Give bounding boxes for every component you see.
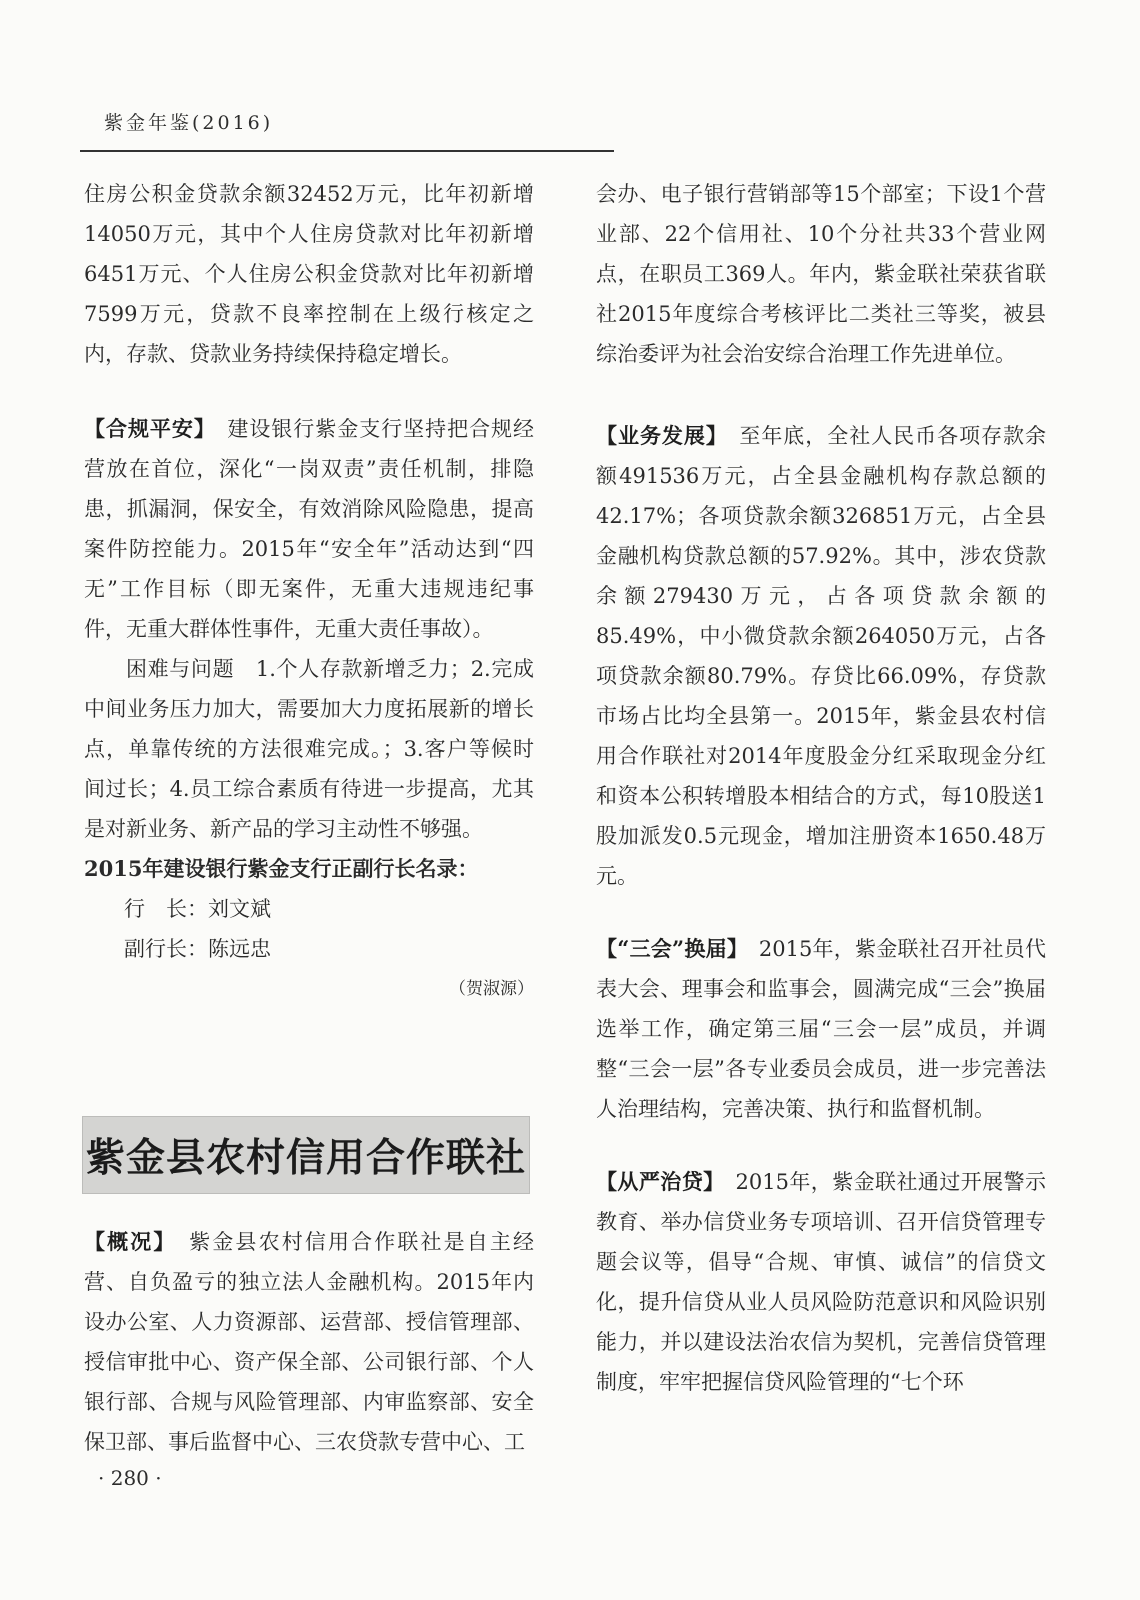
header-rule — [80, 150, 614, 152]
running-header: 紫金年鉴(2016) — [104, 112, 274, 134]
section-title-box — [82, 1116, 530, 1194]
compliance-tag: 【合规平安】 — [84, 416, 206, 441]
credit-tag: 【从严治贷】 — [596, 1169, 715, 1194]
author-signature: （贺淑源） — [449, 979, 534, 999]
paragraph-compliance — [84, 409, 534, 649]
paragraph-housing-loans: 住房公积金贷款余额32452万元，比年初新增14050万元，其中个人住房贷款对比年初新增6451万元、个人住房公积金贷款对比年初新增7599万元，贷款不良率控制在上级行核定之内，存款、贷款业务持续保持稳定增长。 — [84, 182, 534, 366]
election-tag: 【“三会”换届】 — [596, 936, 738, 961]
credit-text: 2015年，紫金联社通过开展警示教育、举办信贷业务专项培训、召开信贷管理专题会议等，倡导“合规、审慎、诚信”的信贷文化，提升信贷从业人员风险防范意识和风险识别能力，并以建设法治农信为契机，完善信贷管理制度，牢牢把握信贷风险管理的“七个环 — [596, 1170, 1047, 1394]
section-title: 紫金县农村信用合作联社 — [85, 1136, 526, 1181]
paragraph-departments: 会办、电子银行营销部等15个部室；下设1个营业部、22个信用社、10个分社共33个营业网点，在职员工369人。年内，紫金联社荣获省联社2015年度综合考核评比二类社三等奖，被县综治委评为社会治安综合治理工作先进单位。 — [596, 182, 1046, 366]
paragraph-business — [596, 416, 1046, 896]
leaders-list-title: 2015年建设银行紫金支行正副行长名录： — [84, 856, 479, 881]
right-column — [596, 174, 1046, 1402]
business-tag: 【业务发展】 — [596, 423, 718, 448]
overview-text: 紫金县农村信用合作联社是自主经营、自负盈亏的独立法人金融机构。2015年内设办公室、人力资源部、运营部、授信管理部、授信审批中心、资产保全部、公司银行部、个人银行部、合规与风险管理部、内审监察部、安全保卫部、事后监督中心、三农贷款专营中心、工 — [84, 1230, 535, 1454]
paragraph-overview — [84, 1222, 534, 1462]
leader-director: 行 长：刘文斌 — [124, 897, 271, 921]
business-text: 至年底，全社人民币各项存款余额491536万元，占全县金融机构存款总额的42.17%；各项贷款余额326851万元，占全县金融机构贷款总额的57.92%。其中，涉农贷款余额279430万元，占各项贷款余额的85.49%，中小微贷款余额264050万元，占各项贷款余额80.79%。存贷比66.09%，存贷款市场占比均全县第一。2015年，紫金县农村信用合作联社对2014年度股金分红采取现金分红和资本公积转增股本相结合的方式，每10股送1股加派发0.5元现金，增加注册资本1650.48万元。 — [596, 424, 1047, 888]
paragraph-election — [596, 929, 1046, 1129]
difficulties-label: 困难与问题 — [126, 657, 235, 681]
overview-tag: 【概况】 — [84, 1229, 167, 1254]
left-column-upper — [84, 174, 534, 1009]
election-text: 2015年，紫金联社召开社员代表大会、理事会和监事会，圆满完成“三会”换届选举工作，确定第三届“三会一层”成员，并调整“三会一层”各专业委员会成员，进一步完善法人治理结构，完善决策、执行和监督机制。 — [596, 937, 1046, 1121]
compliance-text: 建设银行紫金支行坚持把合规经营放在首位，深化“一岗双责”责任机制，排隐患，抓漏洞，保安全，有效消除风险隐患，提高案件防控能力。2015年“安全年”活动达到“四无”工作目标（即无案件，无重大违规违纪事件，无重大群体性事件，无重大责任事故）。 — [84, 417, 535, 641]
paragraph-credit — [596, 1162, 1046, 1402]
paragraph-difficulties — [84, 649, 534, 849]
page-number: · 280 · — [98, 1466, 162, 1490]
left-column-lower — [84, 1222, 534, 1462]
difficulties-text: 1.个人存款新增乏力；2.完成中间业务压力加大，需要加大力度拓展新的增长点，单靠传统的方法很难完成。；3.客户等候时间过长；4.员工综合素质有待进一步提高，尤其是对新业务、新产品的学习主动性不够强。 — [84, 657, 535, 841]
leader-deputy: 副行长：陈远忠 — [124, 937, 271, 961]
